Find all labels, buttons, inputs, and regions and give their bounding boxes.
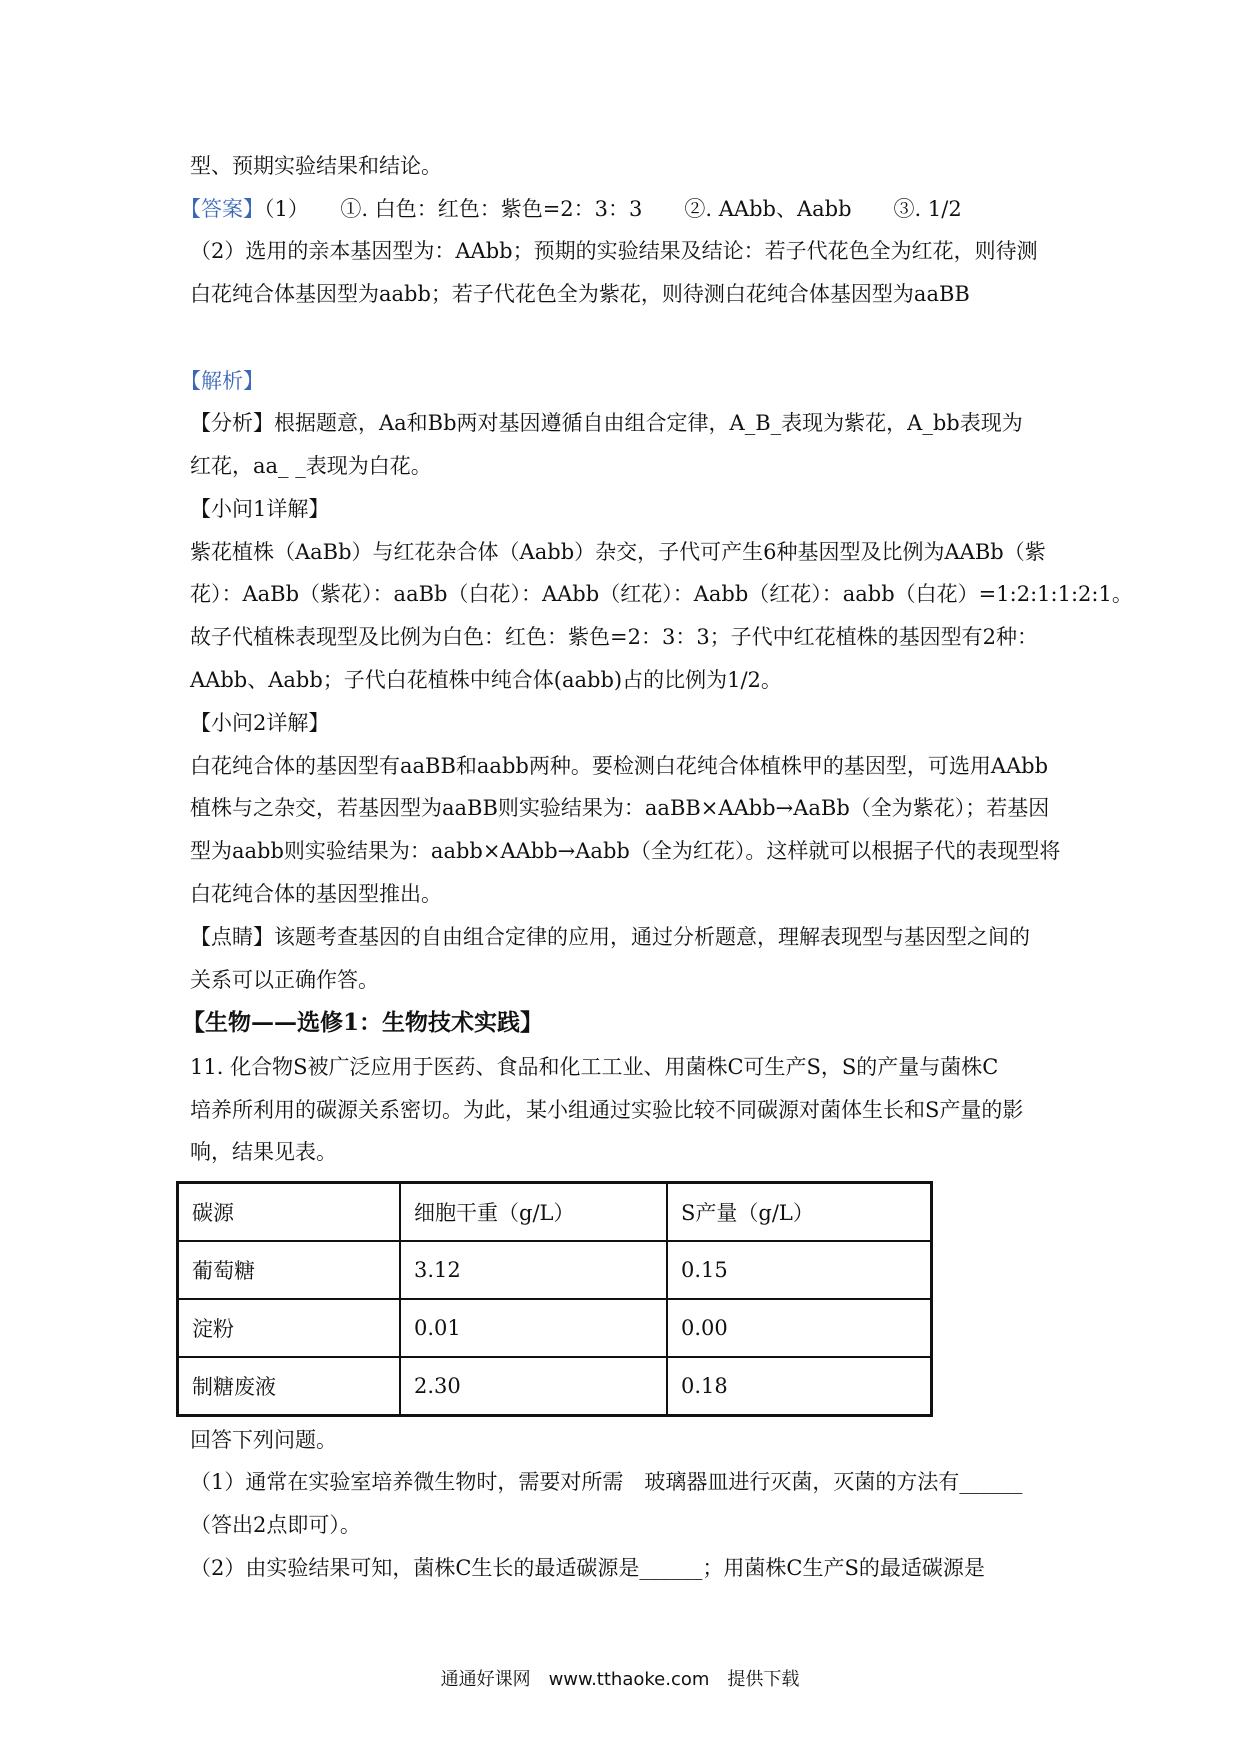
- table-header-cell: 碳源: [178, 1183, 401, 1242]
- subsection-heading: 【小问1详解】: [190, 497, 330, 521]
- text-line: 型为aabb则实验结果为：aabb×AAbb→Aabb（全为红花）。这样就可以根据子代的表现型将: [190, 839, 1061, 863]
- table-cell: 2.30: [400, 1357, 667, 1416]
- text-line: 花）：AaBb（紫花）：aaBb（白花）：AAbb（红花）：Aabb（红花）：aabb（白花）=1:2:1:1:2:1。: [190, 582, 1133, 606]
- text-line: 【点睛】该题考查基因的自由组合定律的应用，通过分析题意，理解表现型与基因型之间的: [190, 925, 1030, 949]
- text-line: 白花纯合体的基因型推出。: [190, 882, 442, 906]
- table-cell: 0.18: [667, 1357, 932, 1416]
- table-cell: 淀粉: [178, 1299, 401, 1357]
- table-cell: 制糖废液: [178, 1357, 401, 1416]
- question-text: （答出2点即可）。: [190, 1513, 361, 1537]
- answer-label: 【答案】: [180, 197, 264, 221]
- question-text: （2）由实验结果可知，菌株C生长的最适碳源是______；用菌株C生产S的最适碳源是: [190, 1556, 985, 1580]
- answer-line: [180, 194, 1050, 224]
- text-line: （2）选用的亲本基因型为：AAbb；预期的实验结果及结论：若子代花色全为红花，则待测: [190, 239, 1038, 263]
- text-line: 关系可以正确作答。: [190, 968, 379, 992]
- text-line: 植株与之杂交，若基因型为aaBB则实验结果为：aaBB×AAbb→AaBb（全为紫花）；若基因: [190, 796, 1050, 820]
- question-text: （1）通常在实验室培养微生物时，需要对所需 玻璃器皿进行灭菌，灭菌的方法有______: [190, 1470, 1023, 1494]
- text-line: 红花，aa_ _表现为白花。: [190, 454, 432, 478]
- text-line: 型、预期实验结果和结论。: [190, 154, 442, 178]
- text-line: 故子代植株表现型及比例为白色：红色：紫色=2：3：3；子代中红花植株的基因型有2种：: [190, 625, 1039, 649]
- table-header-cell: 细胞干重（g/L）: [400, 1183, 667, 1242]
- text-line: 【分析】根据题意，Aa和Bb两对基因遵循自由组合定律，A_B_表现为紫花，A_bb表现为: [190, 411, 1023, 435]
- table-cell: 0.01: [400, 1299, 667, 1357]
- question-text: 培养所利用的碳源关系密切。为此，某小组通过实验比较不同碳源对菌体生长和S产量的影: [190, 1098, 1024, 1122]
- table-header-row: [178, 1183, 932, 1242]
- question-text: 回答下列问题。: [190, 1428, 337, 1452]
- table-cell: 0.15: [667, 1241, 932, 1299]
- subsection-heading: 【小问2详解】: [190, 711, 330, 735]
- page-footer: 通通好课网 www.tthaoke.com 提供下载: [440, 1669, 800, 1690]
- question-text: 11. 化合物S被广泛应用于医药、食品和化工工业、用菌株C可生产S，S的产量与菌株C: [190, 1055, 999, 1079]
- table-cell: 3.12: [400, 1241, 667, 1299]
- table-cell: 葡萄糖: [178, 1241, 401, 1299]
- text-line: 白花纯合体的基因型有aaBB和aabb两种。要检测白花纯合体植株甲的基因型，可选用AAbb: [190, 754, 1049, 778]
- text-line: AAbb、Aabb；子代白花植株中纯合体(aabb)占的比例为1/2。: [190, 668, 782, 692]
- table-row: [178, 1299, 932, 1357]
- analysis-label: 【解析】: [180, 369, 264, 393]
- table-row: [178, 1241, 932, 1299]
- table-cell: 0.00: [667, 1299, 932, 1357]
- text-line: 紫花植株（AaBb）与红花杂合体（Aabb）杂交，子代可产生6种基因型及比例为AABb（紫: [190, 540, 1046, 564]
- answer-text: （1） ①. 白色：红色：紫色=2：3：3 ②. AAbb、Aabb ③. 1/2: [264, 197, 962, 221]
- carbon-source-table: [176, 1181, 933, 1417]
- text-line: 白花纯合体基因型为aabb；若子代花色全为紫花，则待测白花纯合体基因型为aaBB: [190, 282, 970, 306]
- section-heading: 【生物——选修1：生物技术实践】: [182, 1009, 544, 1036]
- table-header-cell: S产量（g/L）: [667, 1183, 932, 1242]
- table-row: [178, 1357, 932, 1416]
- question-text: 响，结果见表。: [190, 1140, 337, 1164]
